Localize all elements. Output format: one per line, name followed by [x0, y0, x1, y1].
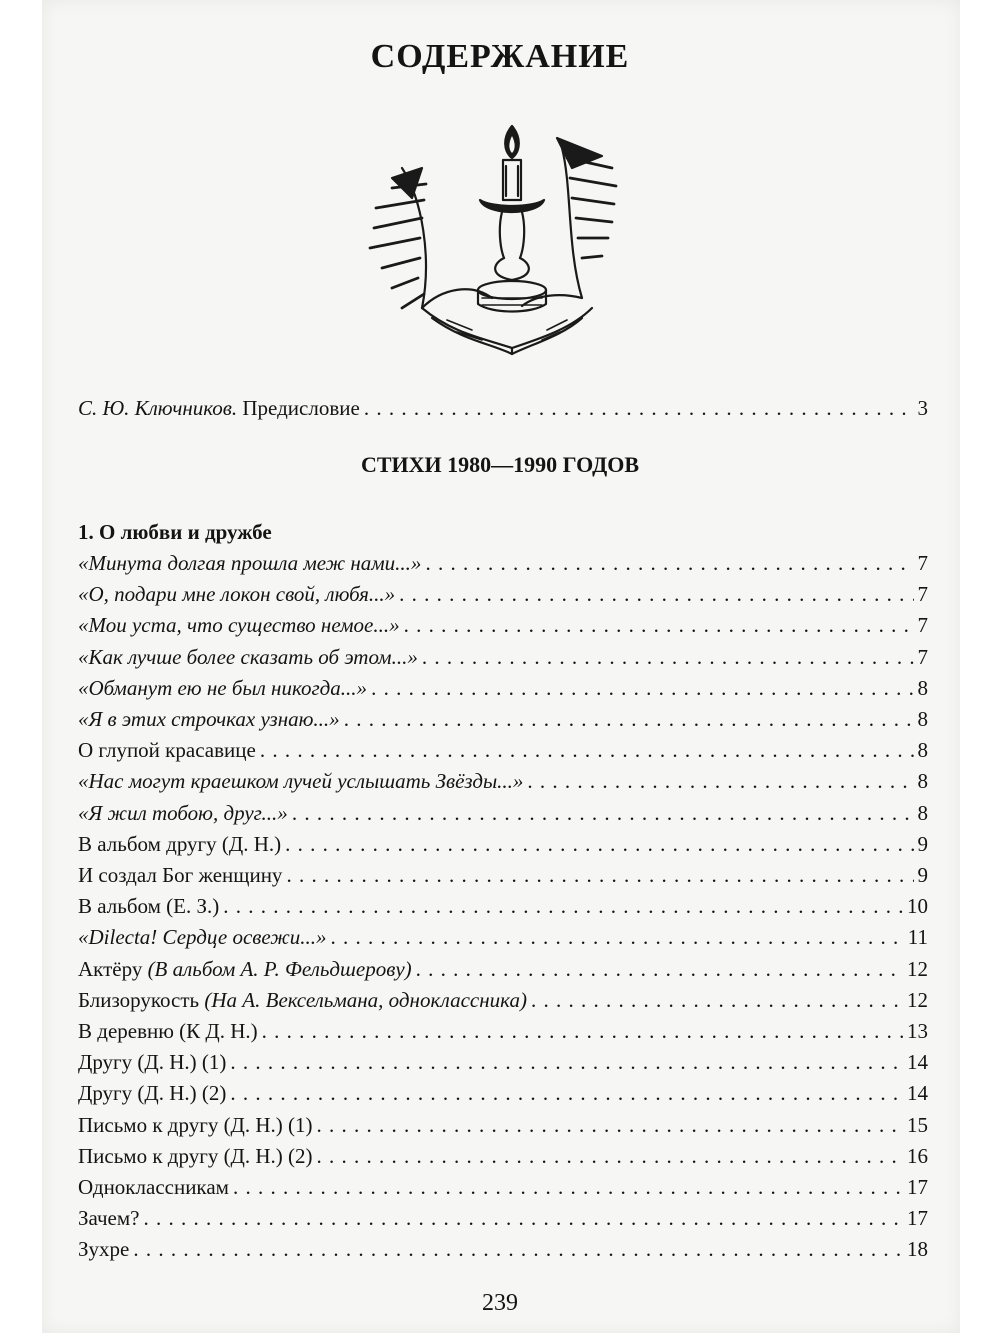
toc-entry-title — [78, 798, 288, 828]
toc-row — [78, 860, 928, 890]
toc-row — [78, 985, 928, 1015]
dot-leader — [233, 1172, 903, 1202]
toc-entry-title — [78, 1047, 226, 1077]
toc-entry-main: «О, подари мне локон свой, любя...» — [78, 582, 396, 607]
toc-entry-page: 12 — [907, 956, 928, 981]
toc-entry-page: 15 — [907, 1112, 928, 1137]
toc-entry-main: Зачем? — [78, 1206, 140, 1231]
toc-row — [78, 954, 928, 984]
toc-row — [78, 1078, 928, 1108]
toc-entry-title — [78, 1141, 313, 1171]
toc-entry-title — [78, 1078, 226, 1108]
preface-title: Предисловие — [237, 396, 360, 420]
toc-entry-page: 17 — [907, 1206, 928, 1231]
toc-entry-page: 9 — [917, 863, 928, 887]
toc-entry-page: 8 — [917, 738, 928, 763]
toc-row — [78, 642, 928, 672]
toc-entry-main: «Я жил тобою, друг...» — [78, 800, 288, 825]
toc-row — [78, 766, 928, 796]
dot-leader — [260, 735, 914, 765]
dot-leader — [292, 798, 914, 828]
dot-leader — [364, 393, 914, 423]
toc-entry-page: 8 — [917, 800, 928, 825]
toc-entry-title — [78, 1203, 140, 1233]
toc-entry-main: Письмо к другу (Д. Н.) (2) — [78, 1143, 313, 1168]
toc-row — [78, 610, 928, 640]
toc-entry-main: «Мои уста, что существо немое...» — [78, 613, 400, 638]
toc-entry-page: 14 — [907, 1050, 928, 1075]
preface-page: 3 — [917, 396, 928, 420]
toc-entry-page: 16 — [907, 1143, 928, 1168]
toc-row — [78, 1141, 928, 1171]
toc-entry-title — [78, 673, 367, 703]
toc-entry-title — [78, 766, 523, 796]
dot-leader — [371, 673, 913, 703]
toc-entry-page: 12 — [907, 987, 928, 1012]
toc-entry-main: «Dilecta! Сердце освежи...» — [78, 925, 327, 950]
dot-leader — [230, 1078, 903, 1108]
toc-entry-main: «Обманут ею не был никогда...» — [78, 675, 368, 700]
toc-row — [78, 1234, 928, 1264]
toc-entry-main: Актёру — [78, 956, 148, 981]
dot-leader — [531, 985, 903, 1015]
toc-entry-title — [78, 891, 219, 921]
toc-entry-main: «Как лучше более сказать об этом...» — [78, 644, 418, 669]
subsection-title: 1. О любви и дружбе — [78, 520, 272, 544]
dot-leader — [262, 1016, 903, 1046]
toc-entry-title — [78, 548, 421, 578]
dot-leader — [422, 642, 914, 672]
dot-leader — [317, 1141, 903, 1171]
toc-entry-main: Другу (Д. Н.) (2) — [78, 1081, 227, 1106]
toc-entry-main: Письмо к другу (Д. Н.) (1) — [78, 1112, 313, 1137]
toc-entry-title — [78, 579, 395, 609]
candle-book-icon — [362, 108, 622, 358]
toc-entry-title — [78, 642, 418, 672]
toc-entry-title — [78, 985, 527, 1015]
toc-row — [78, 1110, 928, 1140]
toc-entry-page: 8 — [917, 675, 928, 700]
toc-entry-page: 10 — [907, 894, 928, 919]
toc-entry-page: 18 — [907, 1237, 928, 1262]
toc-entry-title — [78, 1172, 229, 1202]
dot-leader — [330, 922, 903, 952]
dot-leader — [144, 1203, 904, 1233]
toc-entry-page: 8 — [917, 769, 928, 794]
toc-entry-title — [78, 829, 281, 859]
toc-entry-page: 14 — [907, 1081, 928, 1106]
toc-entry-title — [78, 1016, 258, 1046]
toc-row — [78, 891, 928, 921]
toc-row — [78, 673, 928, 703]
toc-row — [78, 829, 928, 859]
dot-leader — [285, 829, 913, 859]
dot-leader — [317, 1110, 903, 1140]
toc-entry-note: (На А. Вексельмана, одноклассника) — [204, 987, 527, 1012]
toc-entry-page: 17 — [907, 1175, 928, 1199]
toc-entry-main: Другу (Д. Н.) (1) — [78, 1050, 227, 1075]
toc-entry-title — [78, 735, 256, 765]
dot-leader — [344, 704, 914, 734]
toc-entry-title — [78, 610, 400, 640]
dot-leader — [286, 860, 913, 890]
page-title: СОДЕРЖАНИЕ — [370, 38, 630, 75]
toc-entry-main: «Минута долгая прошла меж нами...» — [78, 551, 422, 575]
toc-entry-page: 13 — [907, 1019, 928, 1043]
toc-entry-page: 7 — [917, 613, 928, 638]
toc-row — [78, 1203, 928, 1233]
toc-entry-main: В деревню (К Д. Н.) — [78, 1019, 258, 1043]
toc-row — [78, 1172, 928, 1202]
dot-leader — [527, 766, 913, 796]
toc-entry-title — [78, 1234, 129, 1264]
dot-leader — [416, 954, 903, 984]
toc-entry-main: Одноклассникам — [78, 1175, 229, 1199]
toc-row — [78, 735, 928, 765]
toc-entry-page: 8 — [917, 707, 928, 731]
toc-entry-note: (В альбом А. Р. Фельдшерову) — [147, 956, 412, 981]
dot-leader — [425, 548, 913, 578]
page-number: 239 — [482, 1290, 518, 1316]
toc-entry-main: И создал Бог женщину — [78, 863, 283, 887]
toc-entry-title — [78, 922, 326, 952]
dot-leader — [223, 891, 903, 921]
dot-leader — [133, 1234, 903, 1264]
toc-entry-title — [78, 860, 282, 890]
section-title: СТИХИ 1980—1990 ГОДОВ — [360, 452, 640, 477]
toc-row — [78, 1047, 928, 1077]
toc-entry-main: «Нас могут краешком лучей услышать Звёзды...» — [78, 769, 524, 794]
toc-row — [78, 798, 928, 828]
toc-entry-main: О глупой красавице — [78, 738, 256, 763]
toc-entry-page: 7 — [917, 551, 928, 575]
toc-entry-title — [78, 704, 340, 734]
toc-entry-main: Зухре — [78, 1237, 130, 1262]
toc-row — [78, 579, 928, 609]
toc-row — [78, 548, 928, 578]
toc-entry-page: 7 — [917, 644, 928, 669]
dot-leader — [404, 610, 914, 640]
toc-entry-page: 11 — [907, 925, 928, 950]
toc-entry-main: Близорукость — [78, 987, 205, 1012]
toc-row — [78, 1016, 928, 1046]
toc-entry-title — [78, 954, 412, 984]
toc-entry-title — [78, 1110, 313, 1140]
toc-row-preface — [78, 393, 928, 423]
toc-entry-page: 9 — [917, 831, 928, 856]
preface-author: С. Ю. Ключников. — [78, 396, 238, 420]
toc-row — [78, 704, 928, 734]
toc-entry-page: 7 — [917, 582, 928, 607]
toc-entry-main: В альбом другу (Д. Н.) — [78, 831, 282, 856]
toc-entry-main: В альбом (Е. З.) — [78, 894, 220, 919]
toc-row — [78, 922, 928, 952]
toc-entry-main: «Я в этих строчках узнаю...» — [78, 707, 340, 731]
dot-leader — [230, 1047, 903, 1077]
dot-leader — [399, 579, 913, 609]
